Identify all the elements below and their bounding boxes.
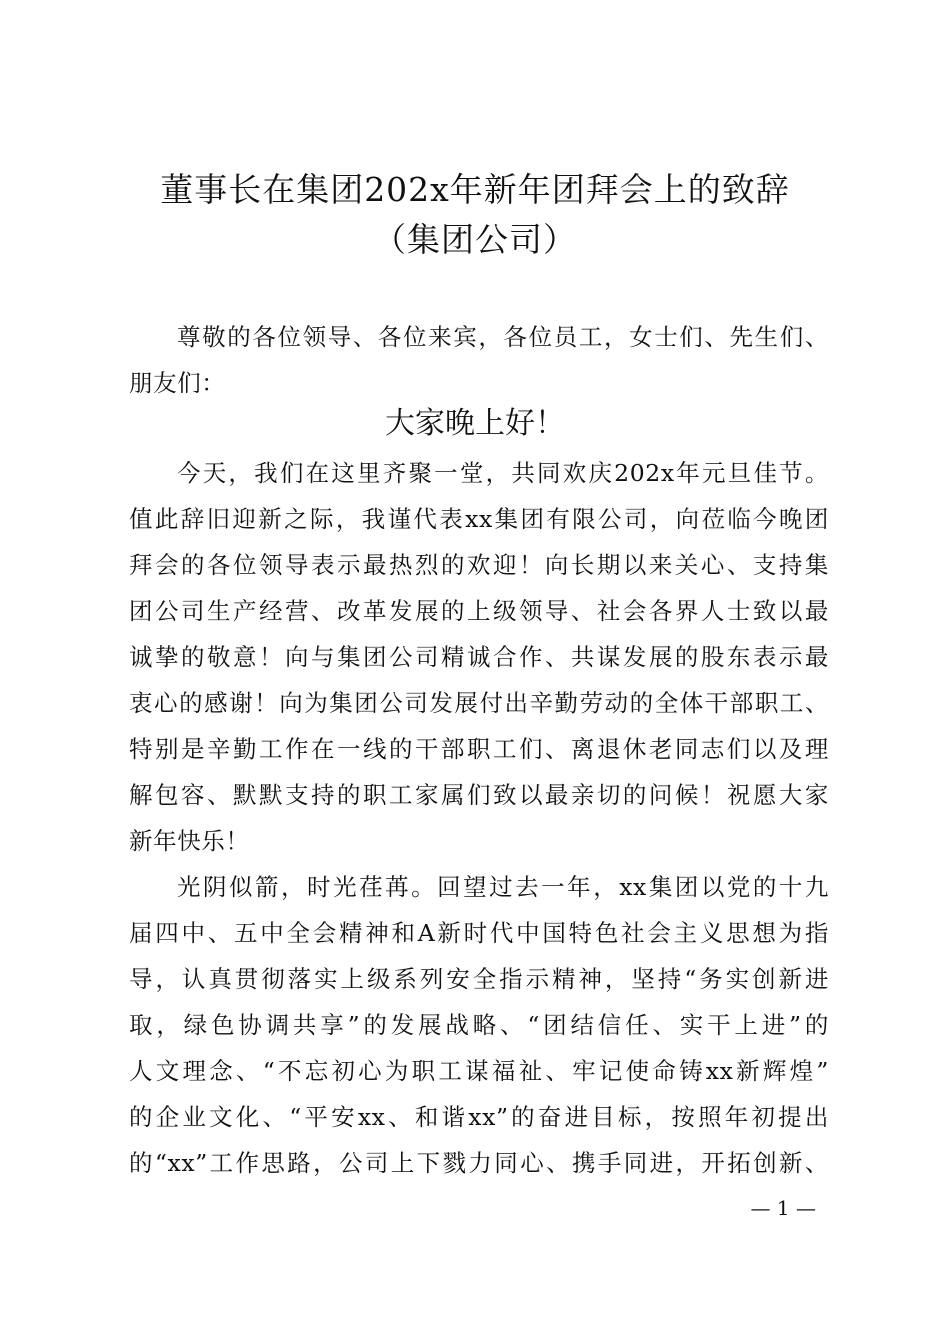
salutation-line: 尊敬的各位领导、各位来宾，各位员工，女士们、先生们、 (177, 323, 829, 351)
salutation (129, 314, 829, 406)
paragraph-line: 的“xx”工作思路，公司上下戮力同心、携手同进，开拓创新、 (129, 1149, 829, 1177)
paragraph-line: 衷心的感谢！向为集团公司发展付出辛勤劳动的全体干部职工、 (129, 689, 829, 717)
document-title: 董事长在集团202x年新年团拜会上的致辞 (160, 170, 790, 209)
paragraph-line: 团公司生产经营、改革发展的上级领导、社会各界人士致以最 (129, 597, 829, 625)
paragraph-line: 今天，我们在这里齐聚一堂，共同欢庆202x年元旦佳节。 (177, 459, 829, 487)
paragraph-line: 拜会的各位领导表示最热烈的欢迎！向长期以来关心、支持集 (129, 551, 829, 579)
greeting-heading: 大家晚上好！ (385, 406, 565, 441)
paragraph-2 (129, 864, 829, 1186)
paragraph-line: 诚挚的敬意！向与集团公司精诚合作、共谋发展的股东表示最 (129, 643, 829, 671)
paragraph-line: 特别是辛勤工作在一线的干部职工们、离退休老同志们以及理 (129, 735, 829, 763)
paragraph-line: 导，认真贯彻落实上级系列安全指示精神，坚持“务实创新进 (129, 965, 829, 993)
page-number: — 1 — (750, 1196, 816, 1220)
paragraph-line: 值此辞旧迎新之际，我谨代表xx集团有限公司，向莅临今晚团 (129, 505, 829, 533)
paragraph-line: 届四中、五中全会精神和A新时代中国特色社会主义思想为指 (129, 919, 829, 947)
paragraph-line: 人文理念、“不忘初心为职工谋福祉、牢记使命铸xx新辉煌” (129, 1057, 829, 1085)
document-subtitle: （集团公司） (373, 220, 577, 259)
paragraph-line: 取，绿色协调共享”的发展战略、“团结信任、实干上进”的 (129, 1011, 829, 1039)
paragraph-line: 的企业文化、“平安xx、和谐xx”的奋进目标，按照年初提出 (129, 1103, 829, 1131)
paragraph-line: 光阴似箭，时光荏苒。回望过去一年，xx集团以党的十九 (177, 873, 829, 901)
salutation-line: 朋友们： (129, 369, 226, 397)
paragraph-1 (129, 450, 829, 864)
paragraph-line: 新年快乐！ (129, 827, 250, 855)
paragraph-line: 解包容、默默支持的职工家属们致以最亲切的问候！祝愿大家 (129, 781, 829, 809)
